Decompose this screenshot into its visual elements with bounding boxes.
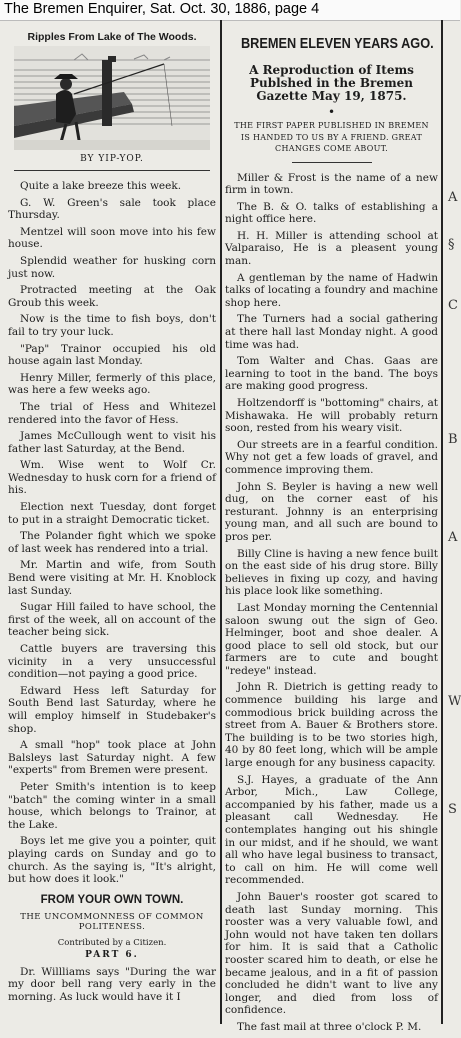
gazette-item: Our streets are in a fearful condition. Why not get a few loads of gravel, and commence improving them. [225,438,438,476]
ripples-item: Protracted meeting at the Oak Groub this week. [8,284,216,309]
left-column [8,22,216,1007]
gazette-item: John S. Beyler is having a new well dug, on the corner east of his resturant. Johnny is an enterprising young man, and all such are bound to pros per. [225,480,438,543]
ripples-item: Splendid weather for husking corn just now. [8,254,216,280]
ripples-item: Boys let me give you a pointer, quit playing cards on Sunday and go to church. As the saying is, "It's alright, but how does it look." [8,835,216,886]
page-header-title: The Bremen Enquirer, Sat. Oct. 30, 1886, page 4 [4,1,320,17]
ripples-item: Peter Smith's intention is to keep "batch" the coming winter in a small house, which belongs to Trainor, at the Lake. [8,780,216,831]
edge-letter: S [448,802,457,817]
ripples-item: "Pap" Trainor occupied his old house again last Monday. [8,342,216,368]
column-divider-right [441,20,443,1024]
ripples-byline: BY YIP-YOP. [80,154,144,164]
gazette-item: Miller & Frost is the name of a new firm in town. [225,171,438,197]
gazette-item: Last Monday morning the Centennial saloon swung out the sign of Geo. Helminger, boot and shoe dealer. A good place to sell old stock, but our farmers are to cute and bought "redeye" instead. [225,601,438,677]
gazette-item: John Bauer's rooster got scared to death last Sunday morning. This rooster was a very valuable fowl, and John would not have taken ten dollars for him. It is said that a Catholic rooster scared him to death, or else he became jealous, and in a fit of passion concluded he didn't want to live any longer, and died from loss of confidence. [225,890,438,1017]
gazette-item: John R. Dietrich is getting ready to commence building his large and commodious brick building across the street from A. Bauer & Brothers store. The building is to be two stories high, 40 by 80 feet long, which will be ample large enough for any business capacity. [225,681,438,770]
ripples-item: The trial of Hess and Whitezel rendered into the favor of Hess. [8,400,216,426]
edge-letter: A [448,190,458,205]
fisherman-engraving [14,46,210,150]
page-header [0,0,460,21]
gazette-item: S.J. Hayes, a graduate of the Ann Arbor, Mich., Law College, accompanied by his father, made us a pleasant call Wednesday. He contemplates hanging out his shingle in our midst, and if he should, we want all who have legal business to transact, to call on him. He will come well recommended. [225,773,438,887]
ripples-item: Mentzel will soon move into his few house. [8,225,216,251]
gazette-item: The Turners had a social gathering at there hall last Monday night. A good time was had. [225,313,438,351]
gazette-item: The fast mail at three o'clock P. M. [237,1020,422,1033]
gazette-item: H. H. Miller is attending school at Valparaiso, He is a pleasent young man. [225,229,438,268]
own-town-part: PART 6. [85,949,139,960]
ripples-item: Quite a lake breeze this week. [20,180,182,192]
ripples-item: James McCullough went to visit his father last Saturday, at the Bend. [8,430,216,455]
ripples-item: Sugar Hill failed to have school, the first of the week, all on account of the teacher being sick. [8,601,216,639]
ripples-item: Cattle buyers are traversing this vicinity in a very unsuccessful condition—not paying a good price. [8,643,216,681]
column-divider-left [220,20,222,1024]
eleven-years-subhead: A Reproduction of Items Publshed in the Bremen Gazette May 19, 1875. [249,63,414,103]
ripples-item: The Polander fight which we spoke of last week has rendered into a trial. [8,530,216,555]
intro-rule [292,162,372,163]
gazette-item: Billy Cline is having a new fence built on the east side of his drug store. Billy believes in fixing up cozy, and having his place look like something. [225,547,438,598]
ripples-item: Henry Miller, fermerly of this place, was here a few weeks ago. [8,371,216,397]
byline-rule [14,170,210,171]
edge-letter: § [448,237,455,252]
own-town-subtitle: THE UNCOMMONNESS OF COMMON POLITENESS. [20,911,204,932]
gazette-item: The B. & O. talks of establishing a night office here. [225,200,438,226]
own-town-title: FROM YOUR OWN TOWN. [40,893,184,906]
own-town-contributor: Contributed by a Citizen. [57,937,167,948]
eleven-years-masthead: BREMEN ELEVEN YEARS AGO. [240,35,434,52]
gazette-item: Tom Walter and Chas. Gaas are learning to toot in the band. The boys are making good progress. [225,355,438,393]
gazette-item: A gentleman by the name of Hadwin talks of locating a foundry and machine shop here. [225,271,438,309]
own-town-text: Dr. Willliams says "During the war my door bell rang very early in the morning. As luck would have it I [8,965,216,1003]
ripples-masthead: Ripples From Lake of The Woods. [27,31,197,43]
clipped-edge-column [446,22,460,1024]
right-column [225,22,438,1038]
edge-letter: A [448,530,458,545]
eleven-years-intro: THE FIRST PAPER PUBLISHED IN BREMEN IS HANDED TO US BY A FRIEND. GREAT CHANGES COME ABOUT. [234,121,429,153]
ripples-item: Now is the time to fish boys, don't fail to try your luck. [8,313,216,338]
ripples-item: Edward Hess left Saturday for South Bend last Saturday, where he will employ himself in Studebaker's shop. [8,684,216,735]
ripples-item: A small "hop" took place at John Balsleys last Saturday night. A few "experts" from Bremen were present. [8,739,216,777]
ripples-item: G. W. Green's sale took place Thursday. [8,196,216,222]
gazette-item: Holtzendorff is "bottoming" chairs, at Mishawaka. He will probably return soon, rested from his weary visit. [225,397,438,435]
ripples-item: Wm. Wise went to Wolf Cr. Wednesday to husk corn for a friend of his. [8,459,216,497]
edge-letter: W [448,694,461,709]
ripples-item: Election next Tuesday, dont forget to put in a straight Democratic ticket. [8,501,216,526]
ornament-dot: • [327,105,336,119]
edge-letter: C [448,298,458,313]
edge-letter: B [448,432,458,447]
ripples-item: Mr. Martin and wife, from South Bend were visiting at Mr. H. Knoblock last Sunday. [8,559,216,597]
